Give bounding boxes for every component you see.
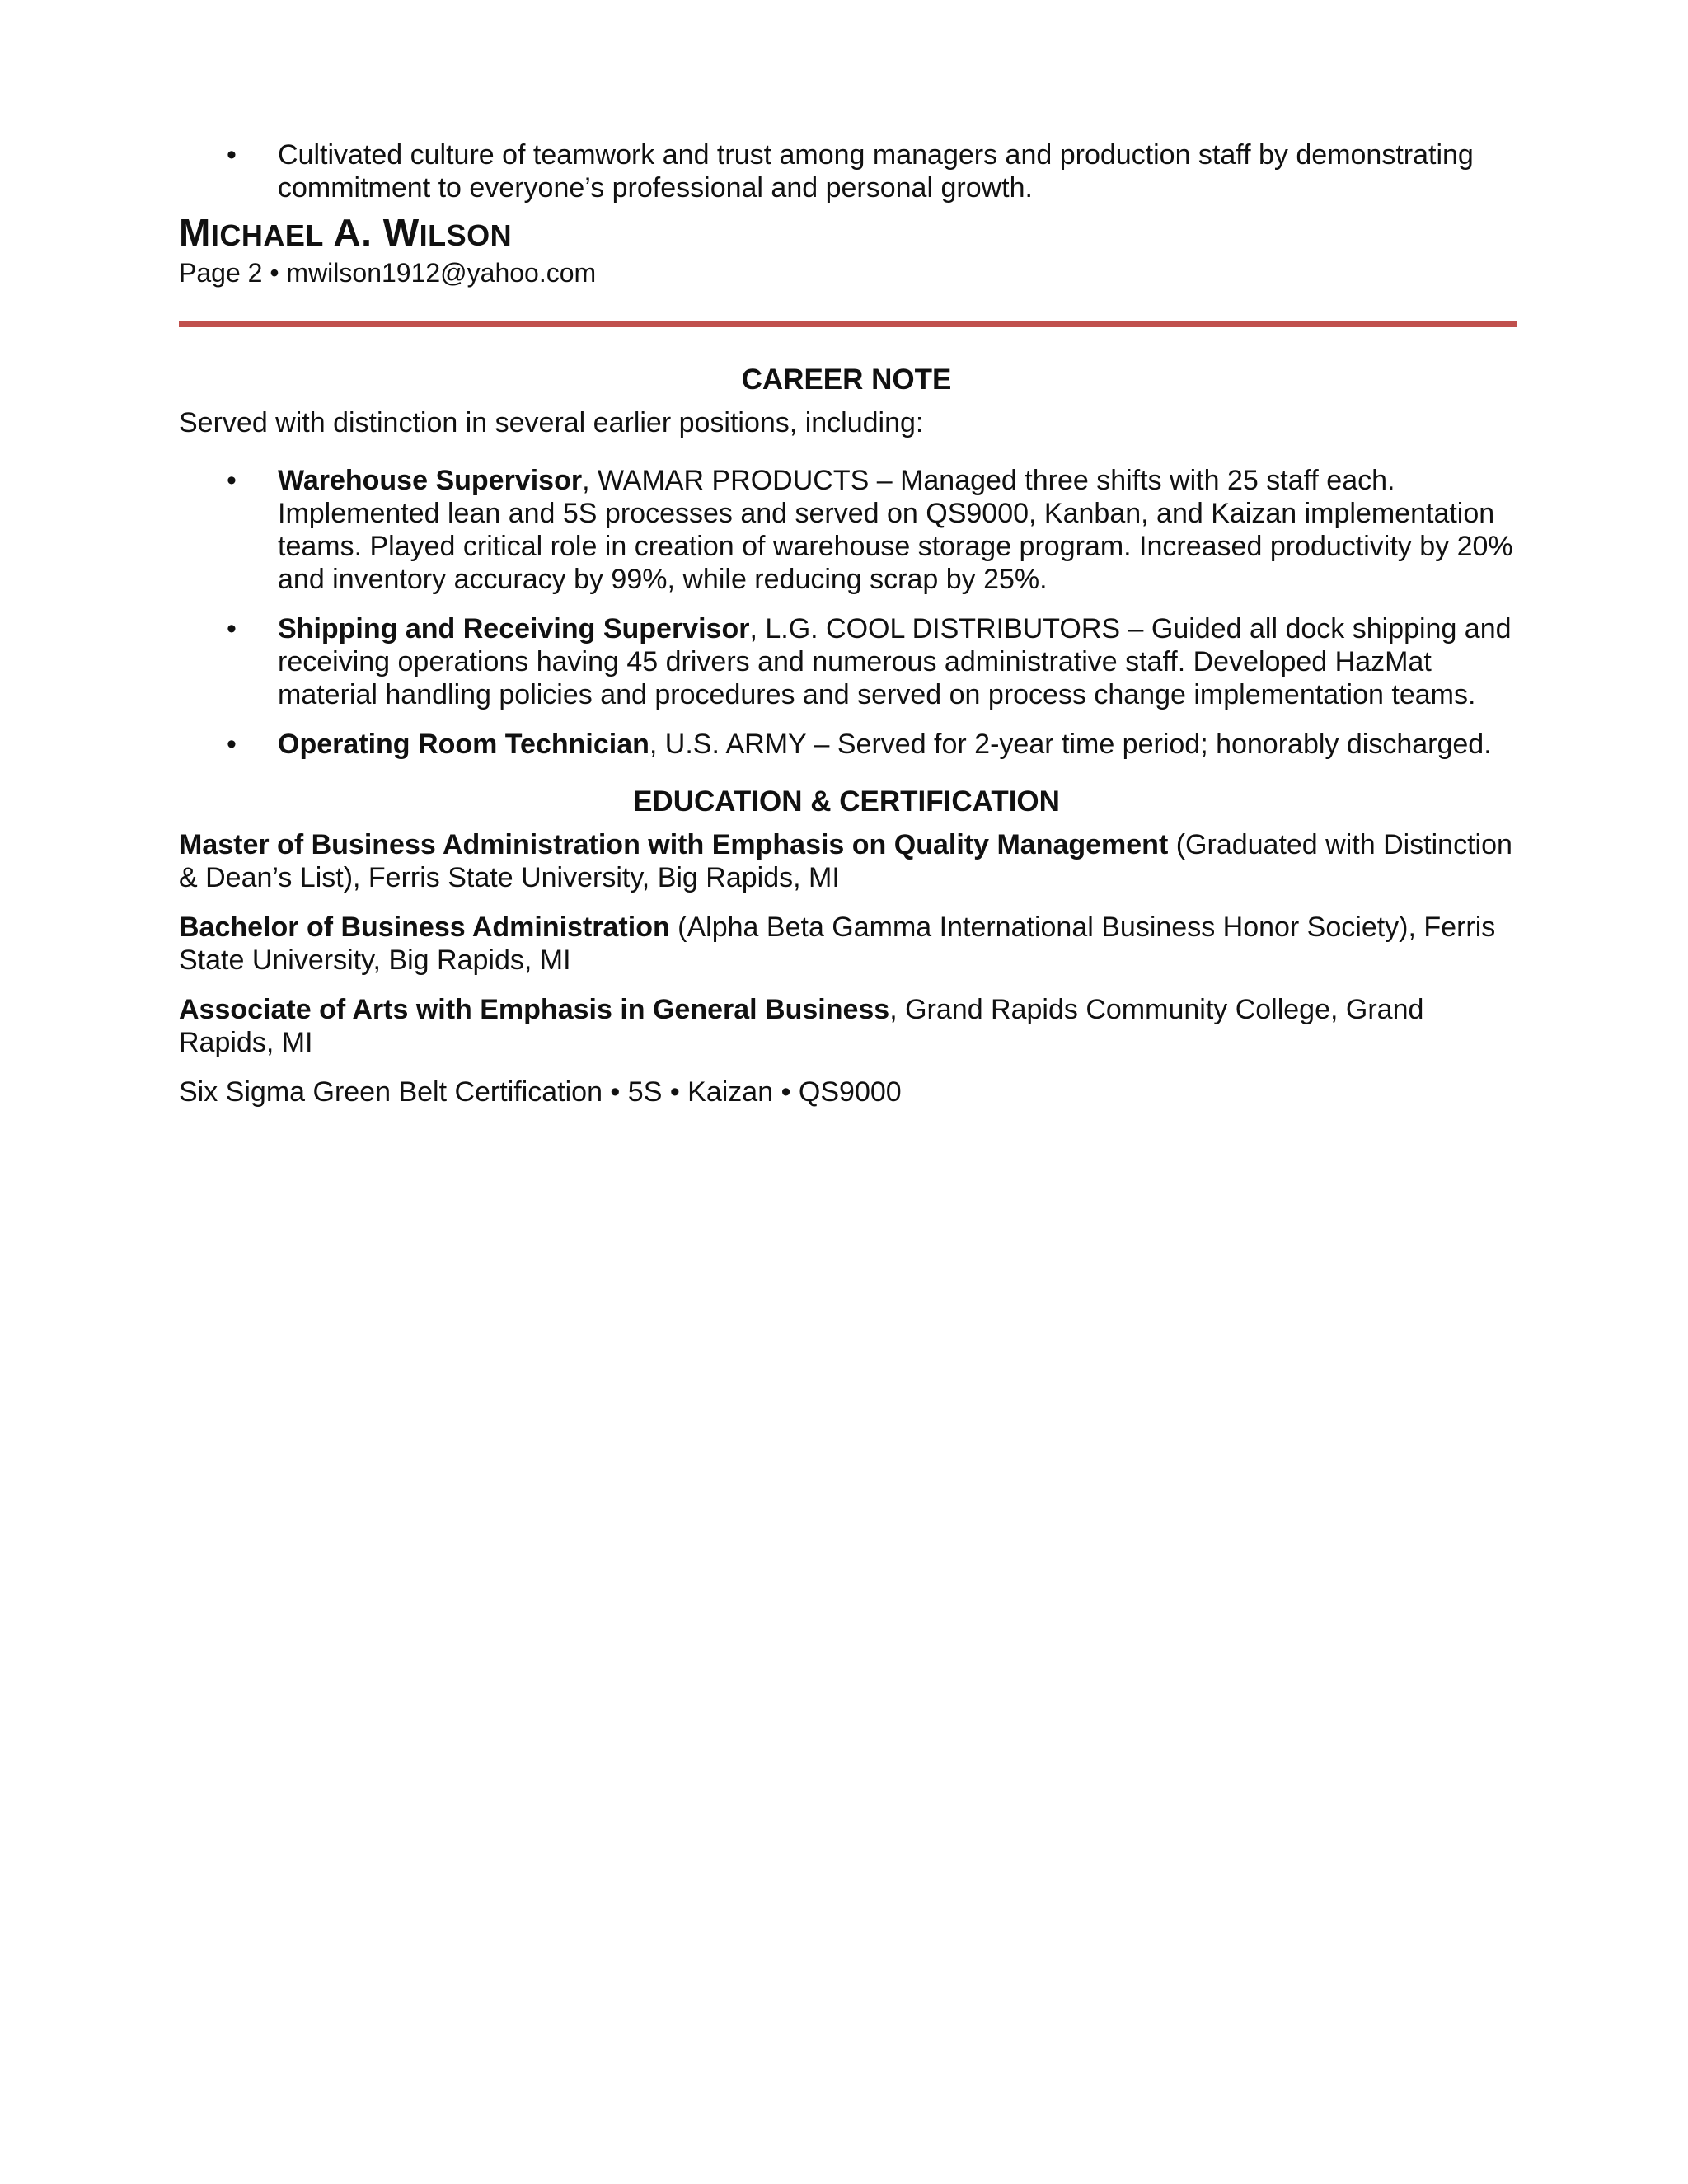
role-description: , L.G. COOL DISTRIBUTORS – Guided all dock shipping and receiving operations having 45 drivers and numerous administrative staff. Developed HazMat material handling policies and procedures and served on process change implementation teams.	[278, 613, 1512, 710]
bullet-icon: •	[227, 465, 237, 496]
role-title: Shipping and Receiving Supervisor	[278, 613, 750, 644]
list-item	[179, 612, 1514, 711]
career-note-intro: Served with distinction in several earlier positions, including:	[179, 407, 924, 438]
list-item	[179, 728, 1514, 761]
degree-details: (Graduated with Distinction & Dean’s List), Ferris State University, Big Rapids, MI	[179, 829, 1512, 893]
name-middle: A.	[323, 211, 383, 254]
section-title-education: EDUCATION & CERTIFICATION	[633, 785, 1060, 818]
education-entry	[179, 993, 1514, 1059]
bullet-icon: •	[227, 729, 237, 760]
degree-title: Associate of Arts with Emphasis in General Business	[179, 994, 890, 1025]
role-title: Operating Room Technician	[278, 729, 649, 760]
bullet-icon: •	[227, 139, 237, 171]
resume-content	[179, 138, 1514, 1125]
header-divider	[179, 321, 1517, 327]
degree-title: Bachelor of Business Administration	[179, 912, 670, 943]
degree-details: , Grand Rapids Community College, Grand Rapids, MI	[179, 994, 1424, 1058]
name-initial: W	[382, 211, 420, 254]
list-item	[179, 138, 1514, 204]
bullet-icon: •	[227, 613, 237, 644]
degree-details: (Alpha Beta Gamma International Business Honor Society), Ferris State University, Big Rapids, MI	[179, 912, 1496, 976]
candidate-name	[179, 211, 1514, 257]
name-smallcaps: ILSON	[419, 218, 513, 252]
certifications-line: Six Sigma Green Belt Certification • 5S • Kaizan • QS9000	[179, 1076, 902, 1108]
education-entry	[179, 828, 1514, 894]
continued-bullet-list	[179, 138, 1514, 204]
role-title: Warehouse Supervisor	[278, 465, 583, 496]
name-smallcaps: ICHAEL	[210, 218, 324, 252]
name-initial: M	[179, 211, 211, 254]
career-note-list	[179, 464, 1514, 761]
section-title-career-note: CAREER NOTE	[741, 363, 952, 396]
education-entry	[179, 911, 1514, 977]
page-contact-line: Page 2 • mwilson1912@yahoo.com	[179, 258, 597, 288]
list-item	[179, 464, 1514, 596]
bullet-text: Cultivated culture of teamwork and trust among managers and production staff by demonstrating commitment to everyone’s professional and personal growth.	[278, 139, 1474, 204]
role-description: , WAMAR PRODUCTS – Managed three shifts with 25 staff each. Implemented lean and 5S processes and served on QS9000, Kanban, and Kaizan implementation teams. Played critical role in creation of warehouse storage program. Increased productivity by 20% and inventory accuracy by 99%, while reducing scrap by 25%.	[278, 465, 1513, 595]
degree-title: Master of Business Administration with Emphasis on Quality Management	[179, 829, 1169, 860]
role-description: , U.S. ARMY – Served for 2-year time period; honorably discharged.	[649, 729, 1492, 760]
